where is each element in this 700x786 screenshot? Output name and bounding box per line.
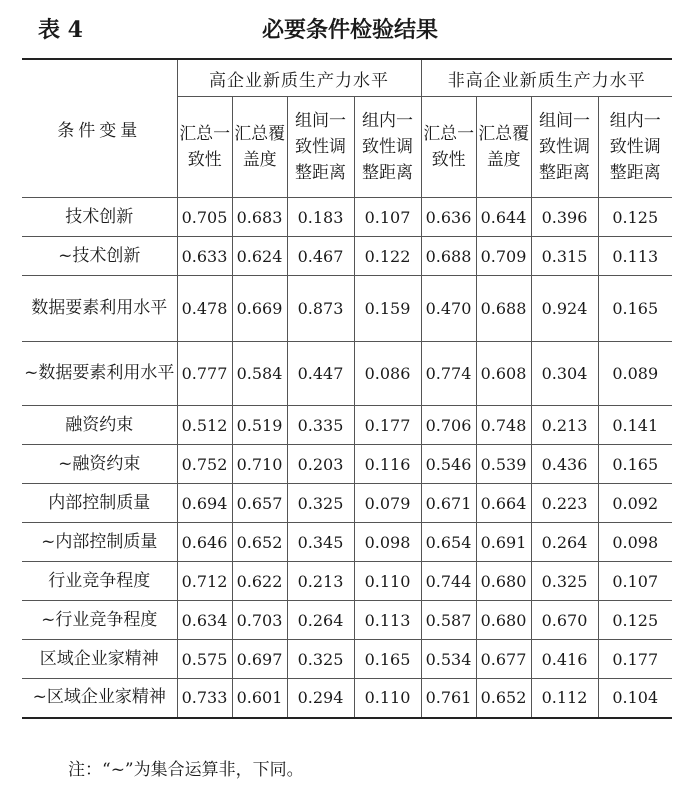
cell-value: 0.396 (531, 198, 598, 237)
row-variable: 融资约束 (22, 406, 177, 445)
row-variable: 行业竞争程度 (22, 562, 177, 601)
row-variable: ~行业竞争程度 (22, 601, 177, 640)
cell-value: 0.089 (598, 342, 672, 406)
row-variable: ~技术创新 (22, 237, 177, 276)
sub-header: 汇总覆盖度 (476, 97, 531, 198)
cell-value: 0.761 (421, 679, 476, 718)
result-table (22, 58, 672, 719)
cell-value: 0.416 (531, 640, 598, 679)
cell-value: 0.670 (531, 601, 598, 640)
cell-value: 0.294 (287, 679, 354, 718)
cell-value: 0.079 (354, 484, 421, 523)
table-row (22, 523, 672, 562)
table-row (22, 445, 672, 484)
cell-value: 0.705 (177, 198, 232, 237)
sub-header: 汇总一致性 (421, 97, 476, 198)
cell-value: 0.683 (232, 198, 287, 237)
row-variable: ~数据要素利用水平 (22, 342, 177, 406)
cell-value: 0.110 (354, 679, 421, 718)
cell-value: 0.478 (177, 276, 232, 342)
cell-value: 0.519 (232, 406, 287, 445)
cell-value: 0.304 (531, 342, 598, 406)
cell-value: 0.680 (476, 601, 531, 640)
cell-value: 0.183 (287, 198, 354, 237)
cell-value: 0.264 (531, 523, 598, 562)
cell-value: 0.691 (476, 523, 531, 562)
cell-value: 0.125 (598, 601, 672, 640)
group-header-high: 高企业新质生产力水平 (177, 59, 421, 97)
cell-value: 0.165 (598, 445, 672, 484)
table-row (22, 640, 672, 679)
table-row (22, 198, 672, 237)
sub-header: 组内一致性调整距离 (598, 97, 672, 198)
table-note: 注：“~”为集合运算非，下同。 (68, 760, 304, 780)
group-header-non-high: 非高企业新质生产力水平 (421, 59, 672, 97)
row-variable: ~区域企业家精神 (22, 679, 177, 718)
cell-value: 0.654 (421, 523, 476, 562)
cell-value: 0.165 (354, 640, 421, 679)
cell-value: 0.107 (598, 562, 672, 601)
cell-value: 0.652 (232, 523, 287, 562)
cell-value: 0.335 (287, 406, 354, 445)
cell-value: 0.122 (354, 237, 421, 276)
cell-value: 0.203 (287, 445, 354, 484)
cell-value: 0.315 (531, 237, 598, 276)
cell-value: 0.177 (598, 640, 672, 679)
cell-value: 0.608 (476, 342, 531, 406)
cell-value: 0.575 (177, 640, 232, 679)
cell-value: 0.694 (177, 484, 232, 523)
table-row (22, 679, 672, 718)
cell-value: 0.634 (177, 601, 232, 640)
cell-value: 0.264 (287, 601, 354, 640)
cell-value: 0.345 (287, 523, 354, 562)
cell-value: 0.733 (177, 679, 232, 718)
table-row (22, 406, 672, 445)
cell-value: 0.644 (476, 198, 531, 237)
cell-value: 0.710 (232, 445, 287, 484)
sub-header: 汇总覆盖度 (232, 97, 287, 198)
cell-value: 0.098 (598, 523, 672, 562)
cell-value: 0.688 (476, 276, 531, 342)
cell-value: 0.633 (177, 237, 232, 276)
cell-value: 0.601 (232, 679, 287, 718)
cell-value: 0.125 (598, 198, 672, 237)
row-variable: 区域企业家精神 (22, 640, 177, 679)
cell-value: 0.092 (598, 484, 672, 523)
cell-value: 0.534 (421, 640, 476, 679)
cell-value: 0.539 (476, 445, 531, 484)
cell-value: 0.703 (232, 601, 287, 640)
group-header-row (22, 59, 672, 97)
cell-value: 0.113 (598, 237, 672, 276)
cell-value: 0.113 (354, 601, 421, 640)
cell-value: 0.177 (354, 406, 421, 445)
cell-value: 0.752 (177, 445, 232, 484)
cell-value: 0.159 (354, 276, 421, 342)
cell-value: 0.709 (476, 237, 531, 276)
cell-value: 0.107 (354, 198, 421, 237)
sub-header: 组间一致性调整距离 (287, 97, 354, 198)
cell-value: 0.744 (421, 562, 476, 601)
cell-value: 0.646 (177, 523, 232, 562)
table-title: 必要条件检验结果 (261, 17, 438, 43)
cell-value: 0.447 (287, 342, 354, 406)
cell-value: 0.213 (531, 406, 598, 445)
cell-value: 0.924 (531, 276, 598, 342)
table-row (22, 237, 672, 276)
cell-value: 0.112 (531, 679, 598, 718)
cell-value: 0.110 (354, 562, 421, 601)
sub-header: 汇总一致性 (177, 97, 232, 198)
row-variable: 内部控制质量 (22, 484, 177, 523)
table-number: 表 4 (38, 17, 83, 43)
row-variable: ~内部控制质量 (22, 523, 177, 562)
cell-value: 0.669 (232, 276, 287, 342)
sub-header: 组间一致性调整距离 (531, 97, 598, 198)
cell-value: 0.688 (421, 237, 476, 276)
cell-value: 0.546 (421, 445, 476, 484)
cell-value: 0.671 (421, 484, 476, 523)
cell-value: 0.587 (421, 601, 476, 640)
cell-value: 0.223 (531, 484, 598, 523)
cell-value: 0.712 (177, 562, 232, 601)
var-header: 条件变量 (22, 59, 177, 198)
title-row (22, 13, 678, 47)
cell-value: 0.706 (421, 406, 476, 445)
row-variable: 数据要素利用水平 (22, 276, 177, 342)
cell-value: 0.467 (287, 237, 354, 276)
cell-value: 0.652 (476, 679, 531, 718)
cell-value: 0.677 (476, 640, 531, 679)
cell-value: 0.436 (531, 445, 598, 484)
cell-value: 0.680 (476, 562, 531, 601)
cell-value: 0.657 (232, 484, 287, 523)
sub-header: 组内一致性调整距离 (354, 97, 421, 198)
cell-value: 0.873 (287, 276, 354, 342)
cell-value: 0.116 (354, 445, 421, 484)
cell-value: 0.470 (421, 276, 476, 342)
row-variable: ~融资约束 (22, 445, 177, 484)
cell-value: 0.141 (598, 406, 672, 445)
cell-value: 0.774 (421, 342, 476, 406)
cell-value: 0.512 (177, 406, 232, 445)
cell-value: 0.213 (287, 562, 354, 601)
table-row (22, 276, 672, 342)
cell-value: 0.748 (476, 406, 531, 445)
cell-value: 0.777 (177, 342, 232, 406)
cell-value: 0.104 (598, 679, 672, 718)
table-row (22, 562, 672, 601)
cell-value: 0.636 (421, 198, 476, 237)
table-row (22, 601, 672, 640)
table-row (22, 484, 672, 523)
cell-value: 0.086 (354, 342, 421, 406)
cell-value: 0.325 (287, 484, 354, 523)
cell-value: 0.697 (232, 640, 287, 679)
cell-value: 0.622 (232, 562, 287, 601)
table-row (22, 342, 672, 406)
row-variable: 技术创新 (22, 198, 177, 237)
cell-value: 0.325 (287, 640, 354, 679)
cell-value: 0.325 (531, 562, 598, 601)
cell-value: 0.584 (232, 342, 287, 406)
cell-value: 0.098 (354, 523, 421, 562)
cell-value: 0.624 (232, 237, 287, 276)
cell-value: 0.165 (598, 276, 672, 342)
cell-value: 0.664 (476, 484, 531, 523)
